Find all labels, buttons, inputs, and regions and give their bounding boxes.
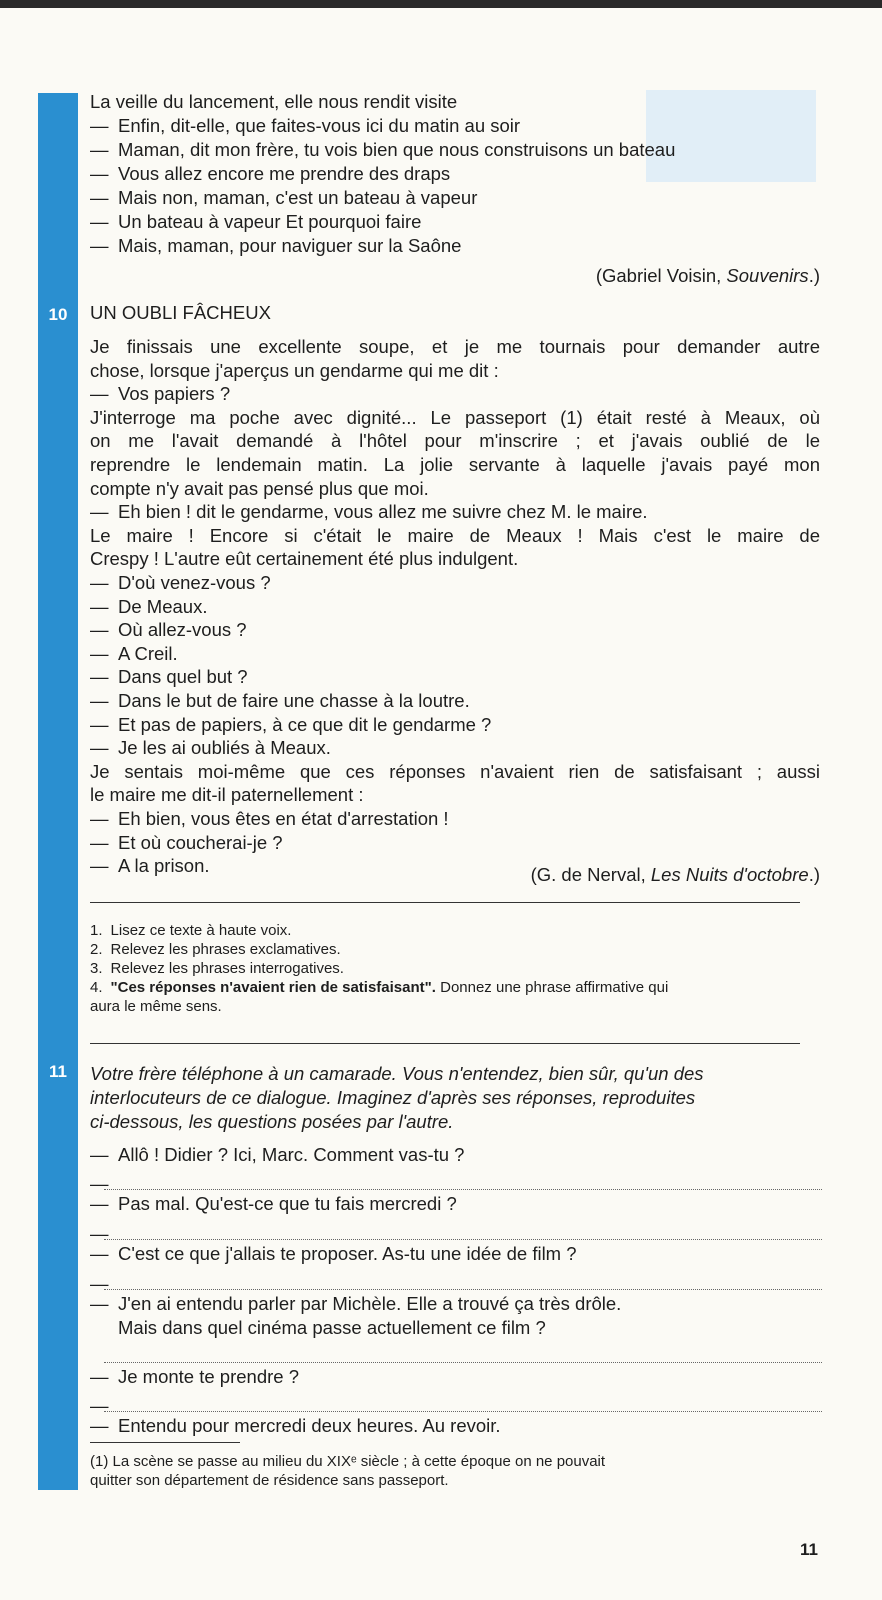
dialogue-line [90, 642, 820, 666]
dash: — [90, 713, 109, 735]
dash: — [90, 501, 109, 523]
dialogue-line [90, 831, 820, 855]
margin-bar [38, 93, 78, 303]
question-line [90, 940, 820, 959]
text-line: La veille du lancement, elle nous rendit visite [90, 91, 458, 112]
dash: — [90, 831, 109, 853]
dash: — [90, 383, 109, 405]
line-text: on me l'avait demandé à l'hôtel pour m'inscrire ; et j'avais oublié de le [90, 430, 820, 452]
dash: — [90, 808, 109, 829]
line-text: Et pas de papiers, à ce que dit le gendarme ? [118, 713, 492, 735]
dash: — [90, 737, 109, 759]
question-number: 4. [90, 979, 103, 996]
dialogue-line [90, 1292, 820, 1316]
dialogue-line [90, 1143, 820, 1167]
question-number: 2. [90, 941, 103, 958]
line-text: J'interroge ma poche avec dignité... Le passeport (1) était resté à Meaux, où [90, 406, 820, 428]
line-text: Dans le but de faire une chasse à la loutre. [118, 690, 470, 711]
dash: — [90, 1395, 109, 1416]
dash: — [90, 619, 109, 641]
question-line [90, 921, 820, 940]
text-line [90, 783, 820, 807]
dialogue-line: — Vous allez encore me prendre des draps [90, 163, 451, 184]
line-text: reprendre le lendemain matin. La jolie servante à laquelle j'avais payé mon [90, 454, 820, 475]
dialogue-line: — Un bateau à vapeur Et pourquoi faire [90, 211, 422, 232]
footnote-rule [90, 1442, 240, 1443]
dash: — [90, 1273, 109, 1294]
footnote-line: quitter son département de résidence sans passeport. [90, 1472, 449, 1489]
line-text: Dans quel but ? [118, 666, 248, 688]
dialogue-line [90, 595, 820, 619]
dialogue-line: — Mais non, maman, c'est un bateau à vapeur [90, 187, 478, 208]
line-text: Pas mal. Qu'est-ce que tu fais mercredi ? [118, 1193, 457, 1214]
line-text: Je sentais moi-même que ces réponses n'avaient rien de satisfaisant ; aussi [90, 760, 820, 782]
dash: — [90, 666, 109, 688]
margin-bar [38, 330, 78, 1059]
dialogue-line [90, 1365, 820, 1389]
line-text: Je monte te prendre ? [118, 1366, 299, 1387]
question-text: aura le même sens. [90, 998, 222, 1015]
dialogue-line [90, 807, 820, 831]
citation: (Gabriel Voisin, Souvenirs.) [595, 265, 820, 286]
line-text: le maire me dit-il paternellement : [90, 784, 364, 806]
dialogue-line [90, 1242, 820, 1266]
dash: — [90, 1243, 109, 1264]
dialogue-line [90, 1414, 820, 1438]
question-line [90, 997, 820, 1016]
line-text: Allô ! Didier ? Ici, Marc. Comment vas-tu ? [118, 1144, 465, 1165]
dialogue-line [90, 500, 820, 524]
line-text: De Meaux. [118, 595, 208, 617]
question-line [90, 978, 820, 997]
line-text: Mais dans quel cinéma passe actuellement ce film ? [118, 1317, 546, 1338]
line-text: Eh bien ! dit le gendarme, vous allez me suivre chez M. le maire. [118, 501, 648, 523]
dash: — [90, 690, 109, 711]
line-text: Eh bien, vous êtes en état d'arrestation ! [118, 808, 449, 829]
question-number: 1. [90, 922, 103, 939]
line-text: D'où venez-vous ? [118, 572, 271, 593]
line-text: Crespy ! L'autre eût certainement été plus indulgent. [90, 548, 519, 570]
dash: — [90, 855, 109, 877]
dash: — [90, 1415, 109, 1436]
line-text: compte n'y avait pas pensé plus que moi. [90, 477, 429, 499]
instruction-line: interlocuteurs de ce dialogue. Imaginez d'après ses réponses, reproduites [90, 1087, 696, 1108]
dialogue-line [90, 1316, 820, 1340]
dash: — [90, 1144, 109, 1165]
question-text: Relevez les phrases interrogatives. [110, 960, 344, 977]
instruction-line: Votre frère téléphone à un camarade. Vous n'entendez, bien sûr, qu'un des [90, 1063, 704, 1084]
line-text: Vos papiers ? [118, 383, 231, 405]
dialogue-line: — Maman, dit mon frère, tu vois bien que nous construisons un bateau [90, 139, 676, 160]
dialogue-line [90, 618, 820, 642]
dash: — [90, 1293, 109, 1314]
text-line [90, 429, 820, 453]
line-text: Je finissais une excellente soupe, et je me tournais pour demander autre [90, 336, 820, 357]
dialogue-line [90, 665, 820, 689]
citation: (G. de Nerval, Les Nuits d'octobre.) [530, 864, 820, 885]
question-text: Lisez ce texte à haute voix. [110, 922, 292, 939]
dash: — [90, 642, 109, 664]
question-text: Relevez les phrases exclamatives. [110, 941, 341, 958]
instruction-line: ci-dessous, les questions posées par l'autre. [90, 1111, 454, 1132]
line-text: chose, lorsque j'aperçus un gendarme qui me dit : [90, 359, 499, 381]
exercise-number-10: 10 [48, 305, 68, 324]
line-text: Le maire ! Encore si c'était le maire de Meaux ! Mais c'est le maire de [90, 524, 820, 546]
question-line [90, 959, 820, 978]
exercise-number-11: 11 [49, 1062, 67, 1081]
text-line [90, 524, 820, 548]
dialogue-line [90, 713, 820, 737]
dash: — [90, 1193, 109, 1214]
dash: — [90, 1223, 109, 1244]
text-line [90, 453, 820, 477]
text-line [90, 477, 820, 501]
page-top-edge [0, 0, 882, 8]
divider [90, 1043, 800, 1044]
text-line [90, 406, 820, 430]
dialogue-line [90, 689, 820, 713]
dialogue-line [90, 382, 820, 406]
footnote-line: (1) La scène se passe au milieu du XIXᵉ siècle ; à cette époque on ne pouvait [90, 1453, 606, 1470]
line-text: Entendu pour mercredi deux heures. Au revoir. [118, 1415, 501, 1436]
dialogue-line [90, 571, 820, 595]
line-text: Où allez-vous ? [118, 619, 247, 641]
divider [90, 902, 800, 903]
text-line [90, 760, 820, 784]
line-text: Je les ai oubliés à Meaux. [118, 737, 331, 759]
dialogue-line [90, 1192, 820, 1216]
dialogue-line: — Mais, maman, pour naviguer sur la Saône [90, 235, 462, 256]
quoted-phrase: "Ces réponses n'avaient rien de satisfaisant". [110, 979, 436, 996]
dialogue-line [90, 736, 820, 760]
text-line [90, 547, 820, 571]
line-text: A la prison. [118, 855, 210, 877]
text-line [90, 335, 820, 359]
line-text: C'est ce que j'allais te proposer. As-tu une idée de film ? [118, 1243, 577, 1264]
question-text: Donnez une phrase affirmative qui [435, 979, 669, 996]
question-number: 3. [90, 960, 103, 977]
page-number: 11 [800, 1540, 818, 1559]
line-text: J'en ai entendu parler par Michèle. Elle a trouvé ça très drôle. [118, 1293, 622, 1314]
dialogue-line: — Enfin, dit-elle, que faites-vous ici du matin au soir [90, 115, 521, 136]
exercise-title: UN OUBLI FÂCHEUX [90, 302, 271, 323]
margin-bar [38, 1089, 78, 1490]
dash: — [90, 572, 109, 593]
dash: — [90, 595, 109, 617]
dash: — [90, 1366, 109, 1387]
text-line [90, 359, 820, 383]
dash: — [90, 1173, 109, 1194]
line-text: Et où coucherai-je ? [118, 831, 283, 853]
line-text: A Creil. [118, 642, 178, 664]
